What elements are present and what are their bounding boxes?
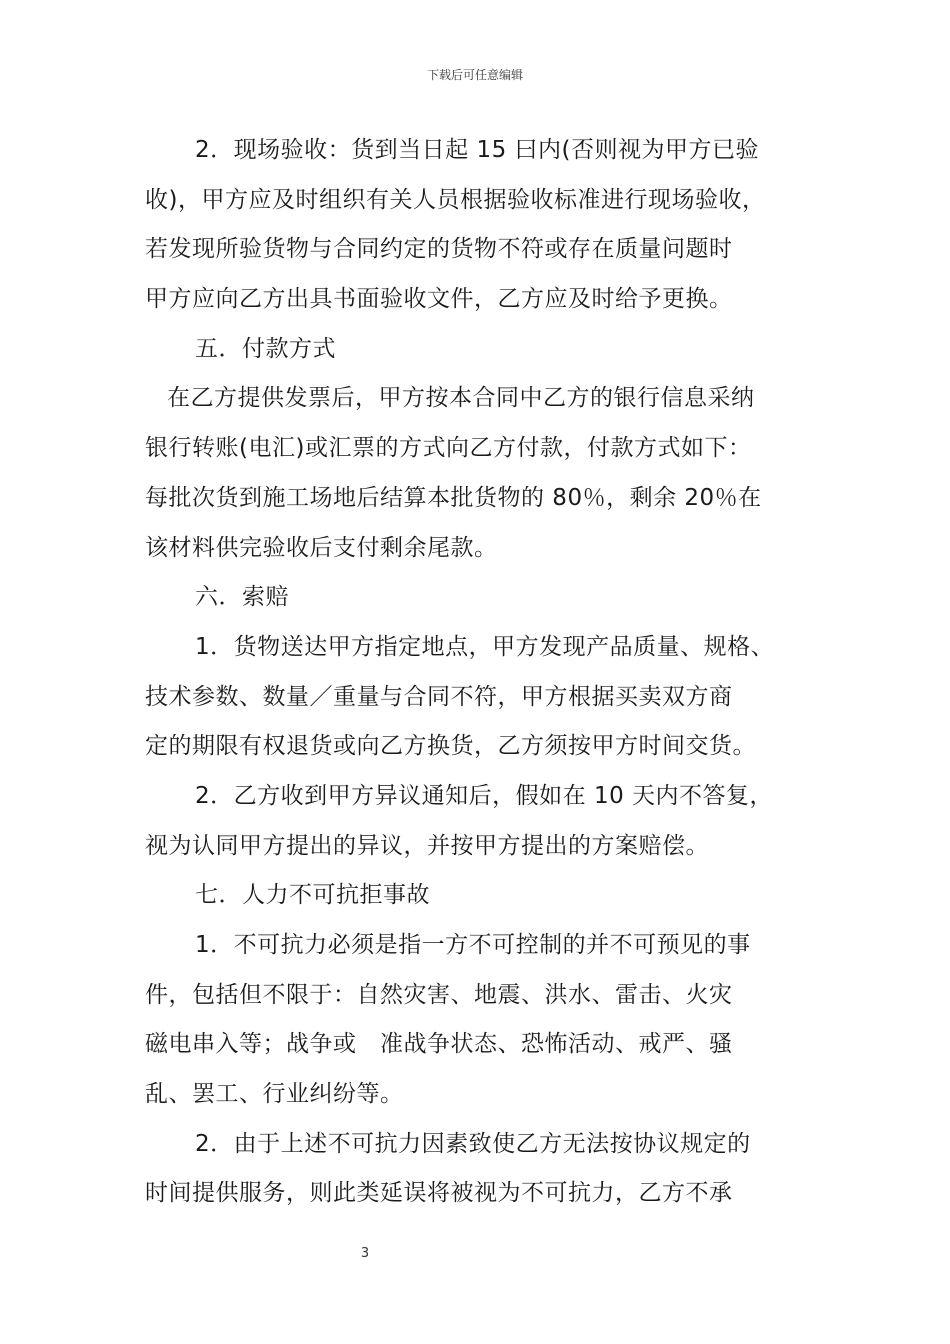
paragraph-line: 每批次货到施工场地后结算本批货物的 80％，剩余 20％在 (145, 484, 762, 511)
paragraph-line: 2．现场验收：货到当日起 15 曰内(否则视为甲方已验 (195, 137, 759, 163)
paragraph-line: 技术参数、数量／重量与合同不符，甲方根据买卖双方商 (145, 683, 733, 710)
paragraph-line: 银行转账(电汇)或汇票的方式向乙方付款，付款方式如下： (145, 435, 752, 462)
paragraph-line: 时间提供服务，则此类延误将被视为不可抗力，乙方不承 (145, 1180, 733, 1207)
document-body (145, 126, 835, 1219)
paragraph-line: 1．不可抗力必须是指一方不可控制的并不可预见的事 (195, 932, 751, 958)
paragraph-line: 若发现所验货物与合同约定的货物不符或存在质量问题时 (145, 236, 733, 263)
paragraph-line: 该材料供完验收后支付剩余尾款。 (145, 534, 498, 561)
paragraph-line: 定的期限有权退货或向乙方换货，乙方须按甲方时间交货。 (145, 733, 756, 760)
paragraph-line: 在乙方提供发票后，甲方按本合同中乙方的银行信息采纳 (167, 385, 755, 412)
paragraph-line: 收)，甲方应及时组织有关人员根据验收标准进行现场验收， (145, 186, 766, 213)
page-number: 3 (360, 1246, 370, 1261)
page-header: 下载后可任意编辑 (426, 68, 523, 82)
paragraph-line: 甲方应向乙方出具书面验收文件，乙方应及时给予更换。 (145, 286, 733, 313)
paragraph-line: 1．货物送达甲方指定地点，甲方发现产品质量、规格、 (195, 633, 775, 660)
paragraph-line: 视为认同甲方提出的异议，并按甲方提出的方案赔偿。 (145, 832, 709, 859)
paragraph-line: 磁电串入等；战争或 准战争状态、恐怖活动、戒严、骚 (145, 1031, 733, 1058)
paragraph-line: 2．乙方收到甲方异议通知后，假如在 10 天内不答复， (195, 782, 774, 809)
section-heading: 七．人力不可抗拒事故 (195, 882, 430, 909)
section-heading: 六．索赔 (195, 584, 289, 611)
section-heading: 五．付款方式 (195, 335, 336, 362)
paragraph-line: 2．由于上述不可抗力因素致使乙方无法按协议规定的 (195, 1130, 751, 1157)
paragraph-line: 件，包括但不限于：自然灾害、地震、洪水、雷击、火灾 (145, 981, 733, 1008)
paragraph-line: 乱、罢工、行业纠纷等。 (145, 1081, 404, 1108)
